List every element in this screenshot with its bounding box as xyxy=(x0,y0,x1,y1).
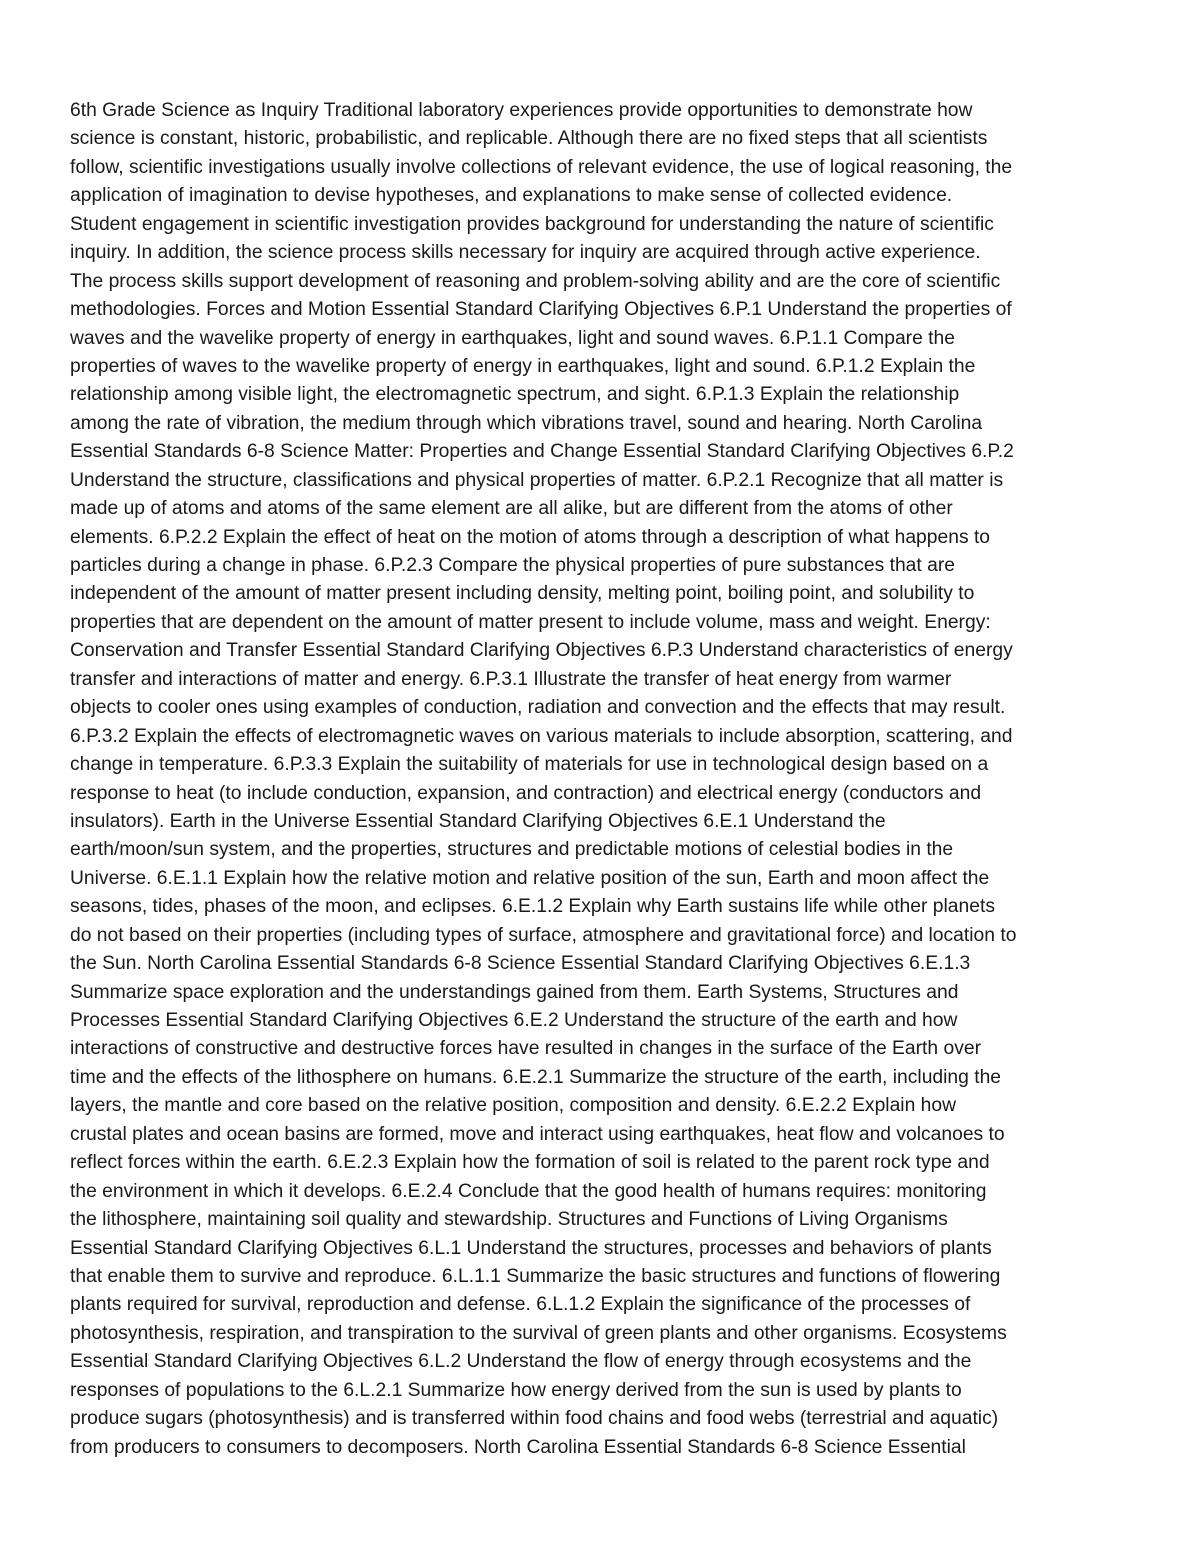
text-line: transfer and interactions of matter and energy. 6.P.3.1 Illustrate the transfer of heat energy from warmer xyxy=(70,668,952,690)
text-line: earth/moon/sun system, and the properties, structures and predictable motions of celestial bodies in the xyxy=(70,839,954,861)
text-line: Essential Standards 6-8 Science Matter: Properties and Change Essential Standard Clarifying Objectives 6.P.2 xyxy=(70,441,1014,463)
text-line: Essential Standard Clarifying Objectives 6.L.1 Understand the structures, processes and behaviors of plants xyxy=(70,1237,992,1259)
text-line: the environment in which it develops. 6.E.2.4 Conclude that the good health of humans requires: monitoring xyxy=(70,1180,987,1202)
text-line: properties of waves to the wavelike property of energy in earthquakes, light and sound. 6.P.1.2 Explain the xyxy=(70,355,976,377)
text-line: Universe. 6.E.1.1 Explain how the relative motion and relative position of the sun, Earth and moon affect the xyxy=(70,867,990,889)
text-line: follow, scientific investigations usually involve collections of relevant evidence, the use of logical reasoning, the xyxy=(70,156,1013,178)
text-line: interactions of constructive and destructive forces have resulted in changes in the surface of the Earth over xyxy=(70,1038,982,1060)
text-line: time and the effects of the lithosphere on humans. 6.E.2.1 Summarize the structure of the earth, including the xyxy=(70,1066,1002,1088)
text-line: application of imagination to devise hypotheses, and explanations to make sense of collected evidence. xyxy=(70,185,953,207)
text-line: Understand the structure, classifications and physical properties of matter. 6.P.2.1 Recognize that all matter is xyxy=(70,469,1004,491)
text-line: seasons, tides, phases of the moon, and eclipses. 6.E.1.2 Explain why Earth sustains life while other planets xyxy=(70,896,995,918)
text-line: relationship among visible light, the electromagnetic spectrum, and sight. 6.P.1.3 Explain the relationship xyxy=(70,384,960,406)
text-line: the Sun. North Carolina Essential Standards 6-8 Science Essential Standard Clarifying Objectives 6.E.1.3 xyxy=(70,953,971,975)
text-line: 6th Grade Science as Inquiry Traditional laboratory experiences provide opportunities to demonstrate how xyxy=(70,100,973,121)
body-text xyxy=(70,97,1140,1462)
text-line: methodologies. Forces and Motion Essential Standard Clarifying Objectives 6.P.1 Understand the properties of xyxy=(70,299,1012,321)
text-line: independent of the amount of matter present including density, melting point, boiling point, and solubility to xyxy=(70,583,975,605)
text-line: response to heat (to include conduction, expansion, and contraction) and electrical energy (conductors and xyxy=(70,782,982,804)
text-line: 6.P.3.2 Explain the effects of electromagnetic waves on various materials to include absorption, scattering, and xyxy=(70,725,1013,747)
text-line: reflect forces within the earth. 6.E.2.3 Explain how the formation of soil is related to the parent rock type and xyxy=(70,1152,990,1174)
text-line: Processes Essential Standard Clarifying Objectives 6.E.2 Understand the structure of the earth and how xyxy=(70,1010,958,1031)
text-line: The process skills support development of reasoning and problem-solving ability and are the core of scientific xyxy=(70,270,1001,292)
text-line: Student engagement in scientific investigation provides background for understanding the nature of scientific xyxy=(70,213,994,235)
text-line: waves and the wavelike property of energy in earthquakes, light and sound waves. 6.P.1.1 Compare the xyxy=(70,327,955,349)
text-line: objects to cooler ones using examples of conduction, radiation and convection and the effects that may result. xyxy=(70,697,1006,719)
text-line: properties that are dependent on the amount of matter present to include volume, mass and weight. Energy: xyxy=(70,611,991,633)
text-line: the lithosphere, maintaining soil quality and stewardship. Structures and Functions of Living Organisms xyxy=(70,1209,948,1231)
text-line: photosynthesis, respiration, and transpiration to the survival of green plants and other organisms. Ecosystems xyxy=(70,1322,1007,1344)
text-line: from producers to consumers to decomposers. North Carolina Essential Standards 6-8 Science Essential xyxy=(70,1436,966,1458)
text-line: Summarize space exploration and the understandings gained from them. Earth Systems, Structures and xyxy=(70,981,959,1003)
text-line: particles during a change in phase. 6.P.2.3 Compare the physical properties of pure substances that are xyxy=(70,555,955,576)
text-line: change in temperature. 6.P.3.3 Explain the suitability of materials for use in technological design based on a xyxy=(70,754,989,776)
text-line: crustal plates and ocean basins are formed, move and interact using earthquakes, heat flow and volcanoes to xyxy=(70,1123,1005,1145)
text-line: made up of atoms and atoms of the same element are all alike, but are different from the atoms of other xyxy=(70,498,953,520)
text-line: produce sugars (photosynthesis) and is transferred within food chains and food webs (terrestrial and aquatic) xyxy=(70,1408,999,1430)
text-line: plants required for survival, reproduction and defense. 6.L.1.2 Explain the significance of the processes of xyxy=(70,1294,971,1316)
text-line: Conservation and Transfer Essential Standard Clarifying Objectives 6.P.3 Understand characteristics of energy xyxy=(70,640,1013,662)
text-line: that enable them to survive and reproduce. 6.L.1.1 Summarize the basic structures and functions of flowering xyxy=(70,1265,1001,1287)
text-line: insulators). Earth in the Universe Essential Standard Clarifying Objectives 6.E.1 Understand the xyxy=(70,810,886,832)
text-line: inquiry. In addition, the science process skills necessary for inquiry are acquired through active experience. xyxy=(70,242,981,264)
text-line: elements. 6.P.2.2 Explain the effect of heat on the motion of atoms through a description of what happens to xyxy=(70,526,991,548)
text-line: among the rate of vibration, the medium through which vibrations travel, sound and hearing. North Carolina xyxy=(70,412,983,434)
text-line: do not based on their properties (including types of surface, atmosphere and gravitational force) and location to xyxy=(70,924,1017,946)
text-line: responses of populations to the 6.L.2.1 Summarize how energy derived from the sun is used by plants to xyxy=(70,1379,962,1401)
text-line: science is constant, historic, probabilistic, and replicable. Although there are no fixed steps that all scientists xyxy=(70,128,988,150)
text-line: layers, the mantle and core based on the relative position, composition and density. 6.E.2.2 Explain how xyxy=(70,1095,957,1117)
text-line: Essential Standard Clarifying Objectives 6.L.2 Understand the flow of energy through ecosystems and the xyxy=(70,1351,972,1373)
